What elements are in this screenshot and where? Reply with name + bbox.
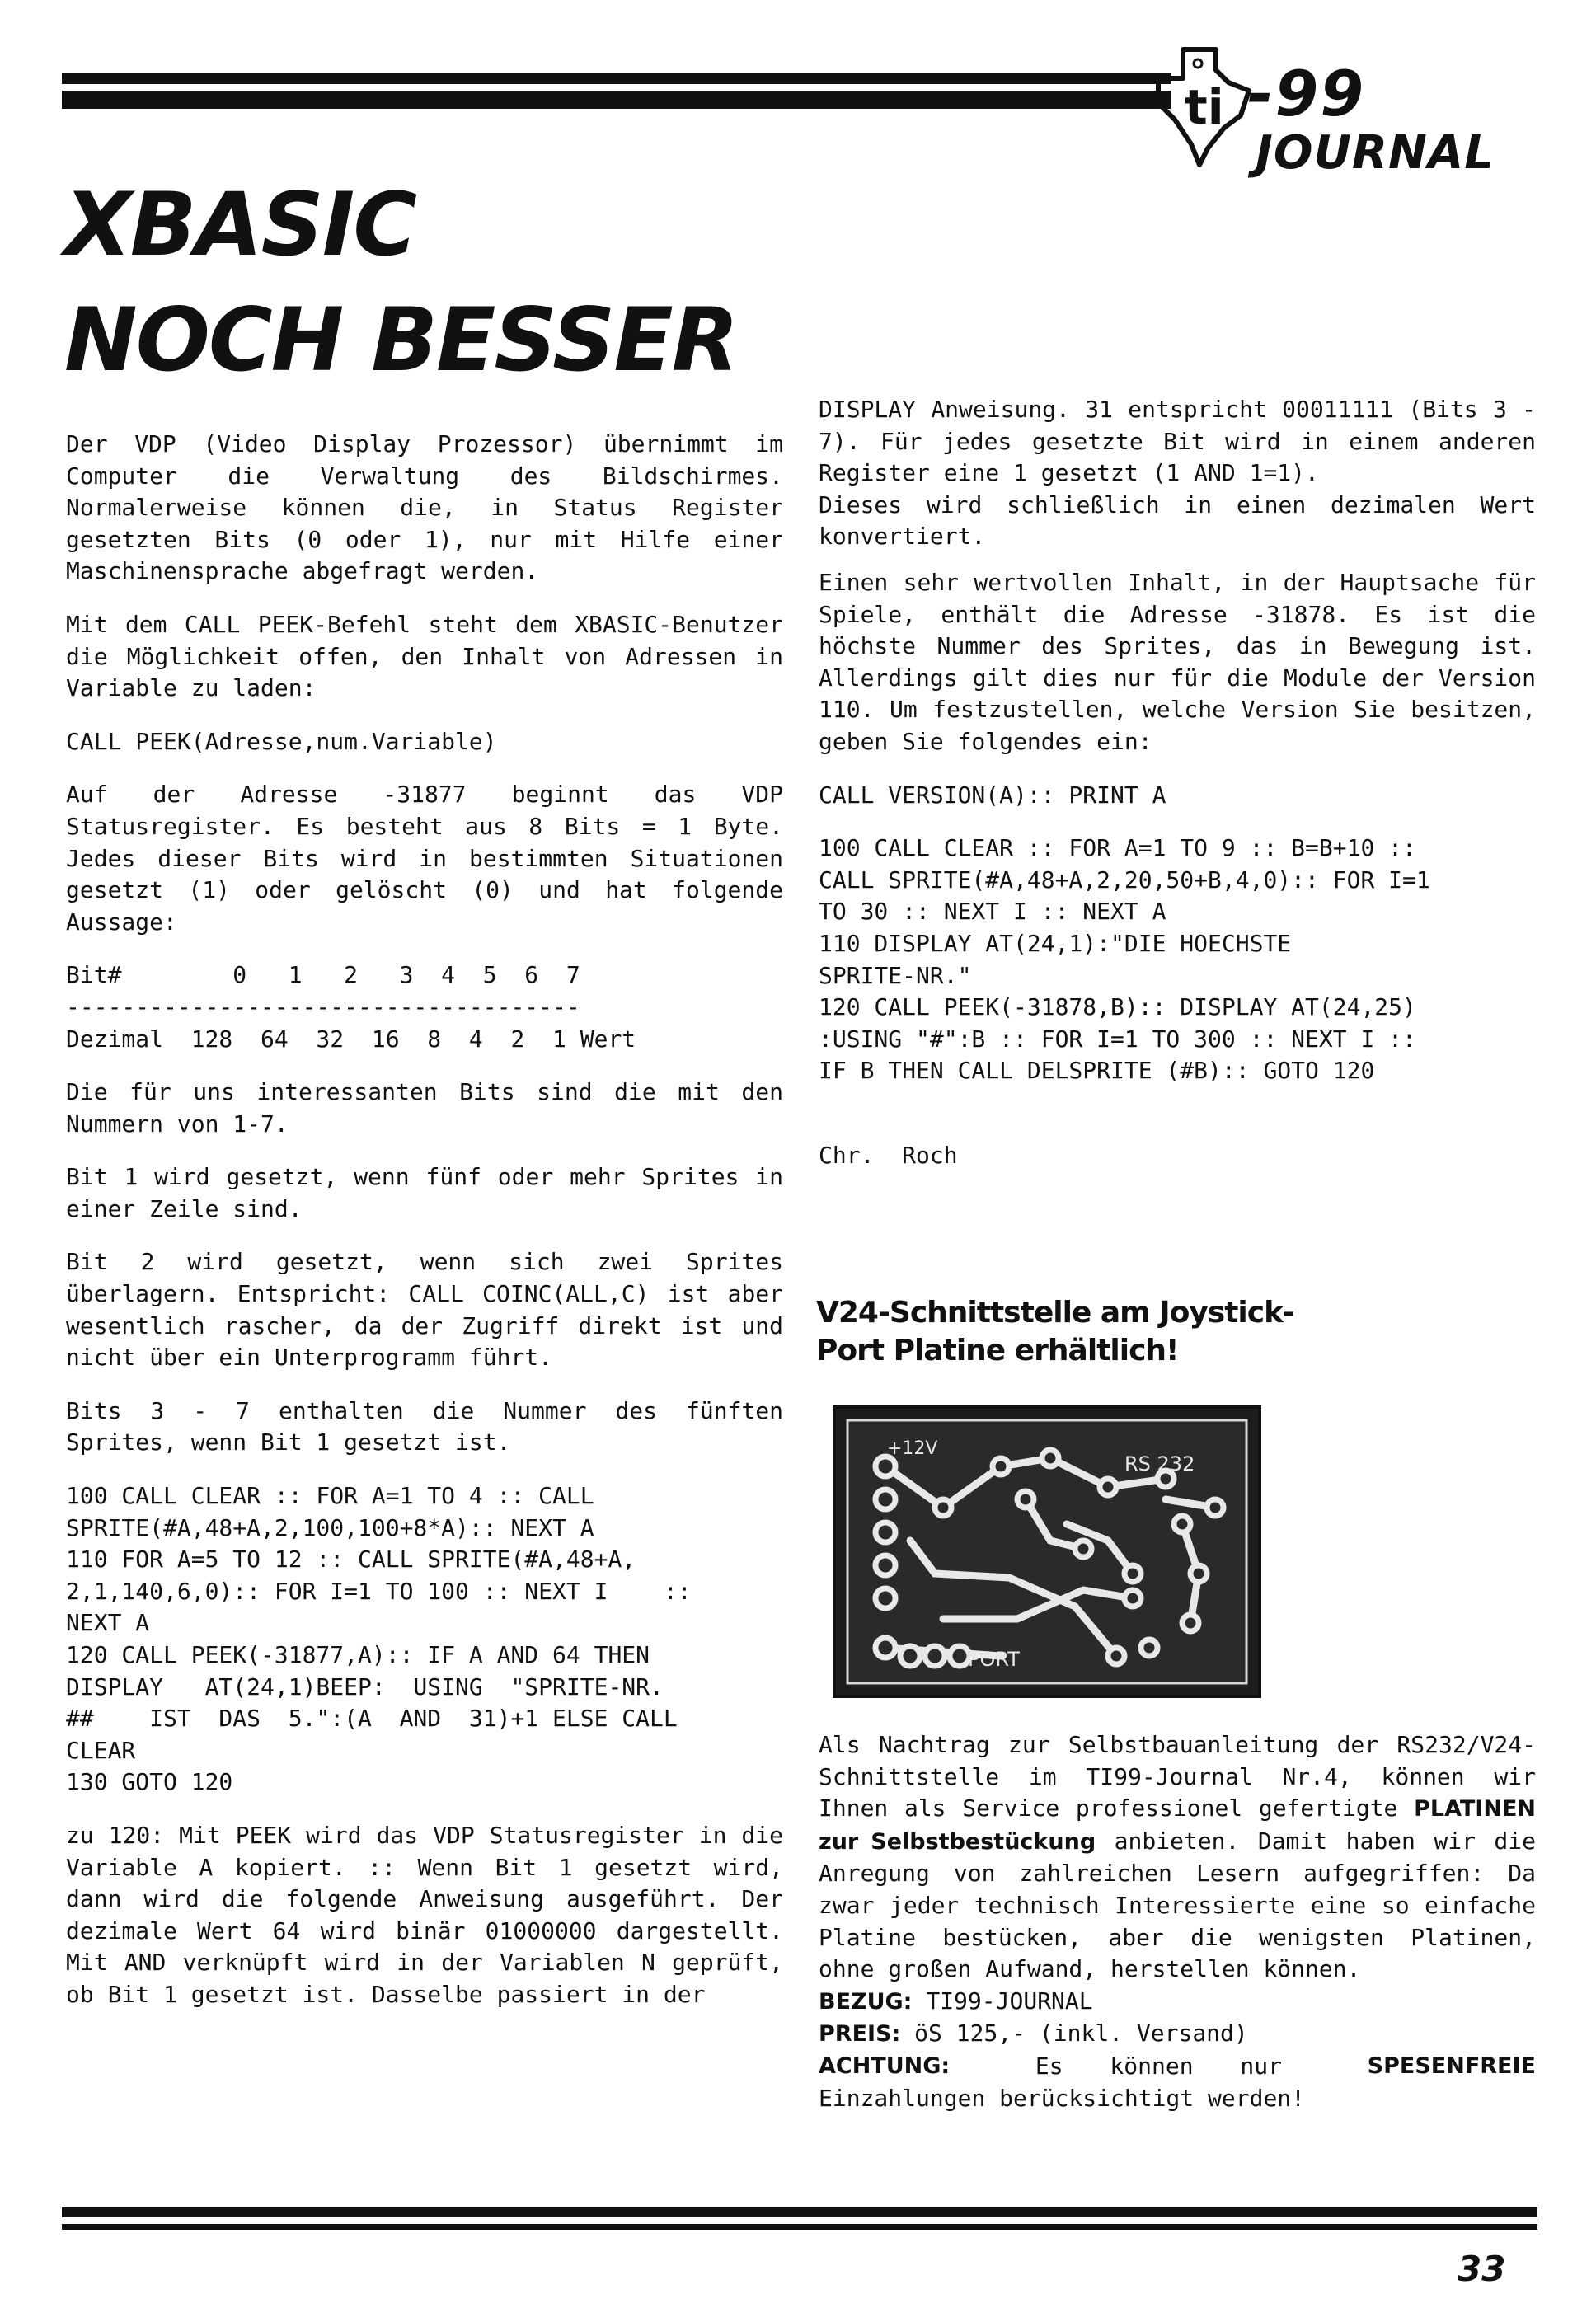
code-line: CALL PEEK(Adresse,num.Variable) — [66, 727, 497, 755]
right-column — [819, 394, 1536, 1185]
author: Chr. Roch — [819, 1141, 958, 1169]
bit-table-separator: ------------------------------------- — [66, 992, 580, 1020]
pcb-label: RS 232 — [1124, 1452, 1195, 1475]
bit-table — [66, 959, 783, 1055]
paragraph: Dieses wird schließlich in einen dezimalen Wert konvertiert. — [819, 490, 1536, 551]
order-line — [819, 1986, 1536, 2019]
logo-number: -99 — [1247, 57, 1366, 130]
logo-word: JOURNAL — [1256, 126, 1495, 180]
pcb-image — [836, 1409, 1258, 1695]
bit-table-header: Bit# 0 1 2 3 4 5 6 7 — [66, 961, 580, 989]
paragraph: Einen sehr wertvollen Inhalt, in der Hauptsache für Spiele, enthält die Adresse -31878. Es ist die höchste Nummer des Sprites, das in Bewegung ist. Allerdings gilt dies nur für die Module der Version 110. Um festzustellen, welche Version Sie besitzen, geben Sie folgendes ein: — [819, 568, 1536, 755]
article-title-line1: XBASIC — [64, 174, 416, 275]
order-line — [819, 2018, 1536, 2051]
section-heading: V24-Schnittstelle am Joystick-Port Platine erhältlich! — [816, 1296, 1294, 1367]
order-value: TI99-JOURNAL — [926, 1987, 1093, 2015]
paragraph: Bit 1 wird gesetzt, wenn fünf oder mehr Sprites in einer Zeile sind. — [66, 1163, 783, 1222]
order-label: PREIS: — [819, 2021, 901, 2048]
order-emphasis: SPESENFREIE — [1367, 2052, 1536, 2079]
paragraph: Der VDP (Video Display Prozessor) übernimmt im Computer die Verwaltung des Bildschirmes. Normalerweise können die, in Status Register gesetzten Bits (0 oder 1), nur mit Hilfe einer Maschinensprache abgefragt werden. — [66, 430, 783, 585]
code-line: CALL VERSION(A):: PRINT A — [819, 781, 1166, 809]
order-value: Es können nur — [1035, 2052, 1283, 2080]
code-listing: 100 CALL CLEAR :: FOR A=1 TO 4 :: CALL SPRITE(#A,48+A,2,100,100+8*A):: NEXT A 110 FOR A=5 TO 12 :: CALL SPRITE(#A,48+A, 2,1,140,6,0):: FOR I=1 TO 100 :: NEXT I :: NEXT A 120 CALL PEEK(-31877,A):: IF A AND 64 THEN DISPLAY AT(24,1)BEEP: USING "SPRITE-NR. ## IST DAS 5.":(A AND 31)+1 ELSE CALL CLEAR 130 GOTO 120 — [66, 1482, 692, 1796]
header-rule-thick — [62, 91, 1171, 109]
ti-map-icon — [1150, 45, 1257, 169]
svg-text:ti: ti — [1185, 79, 1224, 135]
paragraph: zu 120: Mit PEEK wird das VDP Statusregister in die Variable A kopiert. :: Wenn Bit 1 gesetzt wird, dann wird die folgende Anweisung ausgeführt. Der dezimale Wert 64 wird binär 01000000 dargestellt. Mit AND verknüpft wird in der Variablen N geprüft, ob Bit 1 gesetzt ist. Dasselbe passiert in der — [66, 1821, 783, 2008]
pcb-label: PORT — [968, 1648, 1020, 1671]
paragraph: Bits 3 - 7 enthalten die Nummer des fünften Sprites, wenn Bit 1 gesetzt ist. — [66, 1396, 783, 1457]
right-column-lower — [819, 1729, 1536, 2114]
paragraph: Bit 2 wird gesetzt, wenn sich zwei Sprites überlagern. Entspricht: CALL COINC(ALL,C) ist aber wesentlich rascher, da der Zugriff direkt ist und nicht über ein Unterprogramm führt. — [66, 1248, 783, 1372]
paragraph: Mit dem CALL PEEK-Befehl steht dem XBASIC-Benutzer die Möglichkeit offen, den Inhalt von Adressen in Variable zu laden: — [66, 610, 783, 702]
order-line — [819, 2051, 1536, 2083]
paragraph-text: Als Nachtrag zur Selbstbauanleitung der RS232/V24-Schnittstelle im TI99-Journal Nr.4, können wir Ihnen als Service professionel gefertigte — [819, 1731, 1536, 1822]
page-number: 33 — [1458, 2249, 1506, 2289]
order-label: ACHTUNG: — [819, 2052, 951, 2079]
code-listing: 100 CALL CLEAR :: FOR A=1 TO 9 :: B=B+10 :: CALL SPRITE(#A,48+A,2,20,50+B,4,0):: FOR I=1 TO 30 :: NEXT I :: NEXT A 110 DISPLAY AT(24,1):"DIE HOECHSTE SPRITE-NR." 120 CALL PEEK(-31878,B):: DISPLAY AT(24,25) :USING "#":B :: FOR I=1 TO 300 :: NEXT I :: IF B THEN CALL DELSPRITE (#B):: GOTO 120 — [819, 834, 1430, 1085]
order-line: Einzahlungen berücksichtigt werden! — [819, 2084, 1306, 2112]
paragraph-text: anbieten. Damit haben wir die Anregung von zahlreichen Lesern aufgegriffen: Da zwar jeder technisch Interessierte eine so einfache Platine bestücken, aber die wenigsten Platinen, ohne großen Aufwand, herstellen können. — [819, 1827, 1536, 1983]
circuit-board-photo — [833, 1405, 1261, 1698]
paragraph: DISPLAY Anweisung. 31 entspricht 00011111 (Bits 3 - 7). Für jedes gesetzte Bit wird in einem anderen Register eine 1 gesetzt (1 AND 1=1). — [819, 396, 1536, 487]
bit-table-values: Dezimal 128 64 32 16 8 4 2 1 Wert — [66, 1025, 636, 1053]
left-column — [66, 429, 783, 2025]
paragraph-emphasis: PLATINEN zur Selbstbestückung — [819, 1796, 1536, 1855]
footer-rule-thin — [62, 2224, 1537, 2230]
order-label: BEZUG: — [819, 1988, 913, 2015]
order-value: öS 125,- (inkl. Versand) — [914, 2020, 1248, 2048]
paragraph: Die für uns interessanten Bits sind die mit den Nummern von 1-7. — [66, 1078, 783, 1138]
article-title-line2: NOCH BESSER — [64, 289, 738, 391]
header-rule-thin — [62, 73, 1171, 84]
journal-logo — [1150, 45, 1521, 194]
paragraph — [819, 1729, 1536, 1986]
footer-rule-thick — [62, 2207, 1537, 2217]
pcb-label: +12V — [887, 1438, 938, 1459]
paragraph: Auf der Adresse -31877 beginnt das VDP Statusregister. Es besteht aus 8 Bits = 1 Byte. Jedes dieser Bits wird in bestimmten Situationen gesetzt (1) oder gelöscht (0) und hat folgende Aussage: — [66, 781, 783, 936]
